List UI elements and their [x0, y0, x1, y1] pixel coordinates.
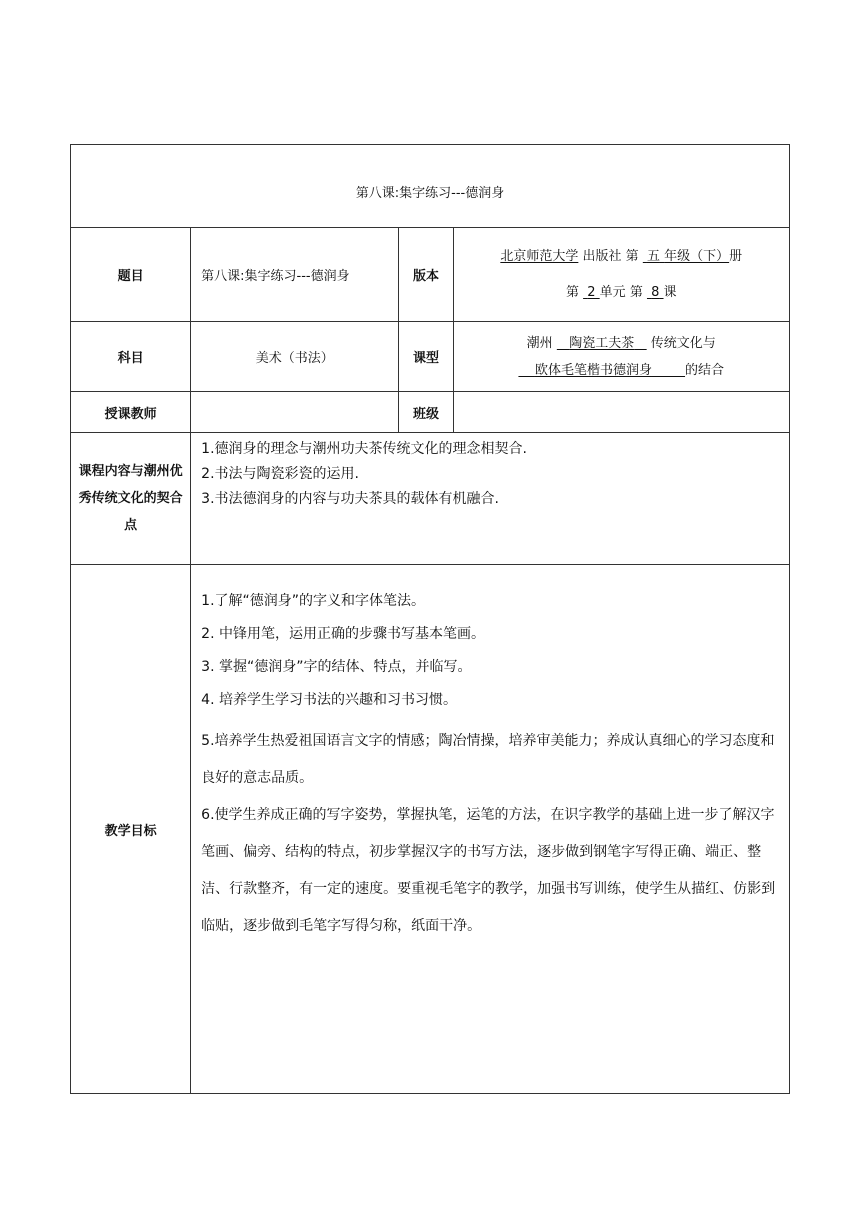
list-item: 2.书法与陶瓷彩瓷的运用.	[201, 466, 359, 482]
grade-number	[643, 249, 729, 264]
lesson-type-blank-2	[518, 363, 685, 378]
goals-label: 教学目标	[71, 565, 191, 1094]
list-item: 1.德润身的理念与潮州功夫茶传统文化的理念相契合.	[201, 441, 527, 457]
edition-line-2	[454, 275, 790, 311]
list-item: 4. 培养学生学习书法的兴趣和习书习惯。	[201, 692, 457, 708]
content-fit-list	[191, 433, 790, 565]
edition-label: 版本	[399, 228, 453, 322]
lesson-type-mid: 传统文化与	[650, 335, 716, 351]
header-title-text: 第八课:集字练习---德润身	[355, 185, 505, 201]
list-item: 3. 掌握“德润身”字的结体、特点，并临写。	[201, 659, 472, 675]
table-header-title	[71, 145, 790, 228]
grade-prefix: 第	[625, 248, 639, 264]
lesson-type-line-2	[454, 357, 790, 384]
grade-suffix: 册	[729, 248, 743, 264]
edition-value	[453, 228, 790, 322]
lesson-prefix: 第	[629, 284, 643, 300]
lesson-type-label: 课型	[399, 322, 453, 392]
lesson-number	[647, 285, 664, 300]
subject-value: 美术（书法）	[191, 322, 399, 392]
unit-prefix: 第	[565, 284, 579, 300]
teacher-label: 授课教师	[71, 392, 191, 433]
lesson-type-blank-1-text: 陶瓷工夫茶	[569, 335, 635, 351]
list-item: 5.培养学生热爱祖国语言文字的情感；陶冶情操，培养审美能力；养成认真细心的学习态度和良好的意志品质。	[201, 733, 775, 786]
subject-label: 科目	[71, 322, 191, 392]
publisher-suffix: 出版社	[582, 248, 622, 264]
lesson-type-value	[453, 322, 790, 392]
lesson-type-blank-2-text: 欧体毛笔楷书德润身	[534, 362, 652, 378]
edition-line-1	[454, 239, 790, 275]
lesson-type-prefix: 潮州	[526, 335, 553, 351]
list-item: 2. 中锋用笔，运用正确的步骤书写基本笔画。	[201, 626, 485, 642]
unit-value: 2	[587, 284, 596, 300]
content-fit-label: 课程内容与潮州优秀传统文化的契合点	[71, 433, 191, 565]
lesson-plan-table	[70, 144, 790, 1094]
lesson-type-line-1	[454, 330, 790, 357]
unit-number	[583, 285, 600, 300]
teacher-value[interactable]	[191, 392, 399, 433]
topic-value: 第八课:集字练习---德润身	[191, 228, 399, 322]
lesson-value: 8	[651, 284, 660, 300]
list-item: 6.使学生养成正确的写字姿势，掌握执笔，运笔的方法，在识字教学的基础上进一步了解汉字笔画、偏旁、结构的特点，初步掌握汉字的书写方法，逐步做到钢笔字写得正确、端正、整洁、行款整齐，有一定的速度。要重视毛笔字的教学，加强书写训练，使学生从描红、仿影到临贴，逐步做到毛笔字写得匀称，纸面干净。	[201, 807, 776, 934]
lesson-type-suffix: 的结合	[685, 362, 725, 378]
list-item: 3.书法德润身的内容与功夫茶具的载体有机融合.	[201, 491, 499, 507]
grade-text: 年级（下）	[664, 248, 730, 264]
grade-value: 五	[646, 248, 660, 264]
unit-suffix: 单元	[599, 284, 626, 300]
lesson-suffix: 课	[663, 284, 677, 300]
goals-list	[191, 565, 790, 1094]
list-item: 1.了解“德润身”的字义和字体笔法。	[201, 593, 426, 609]
lesson-type-blank-1	[557, 336, 647, 351]
class-value[interactable]	[453, 392, 790, 433]
topic-label: 题目	[71, 228, 191, 322]
class-label: 班级	[399, 392, 453, 433]
publisher-name: 北京师范大学	[500, 248, 579, 264]
